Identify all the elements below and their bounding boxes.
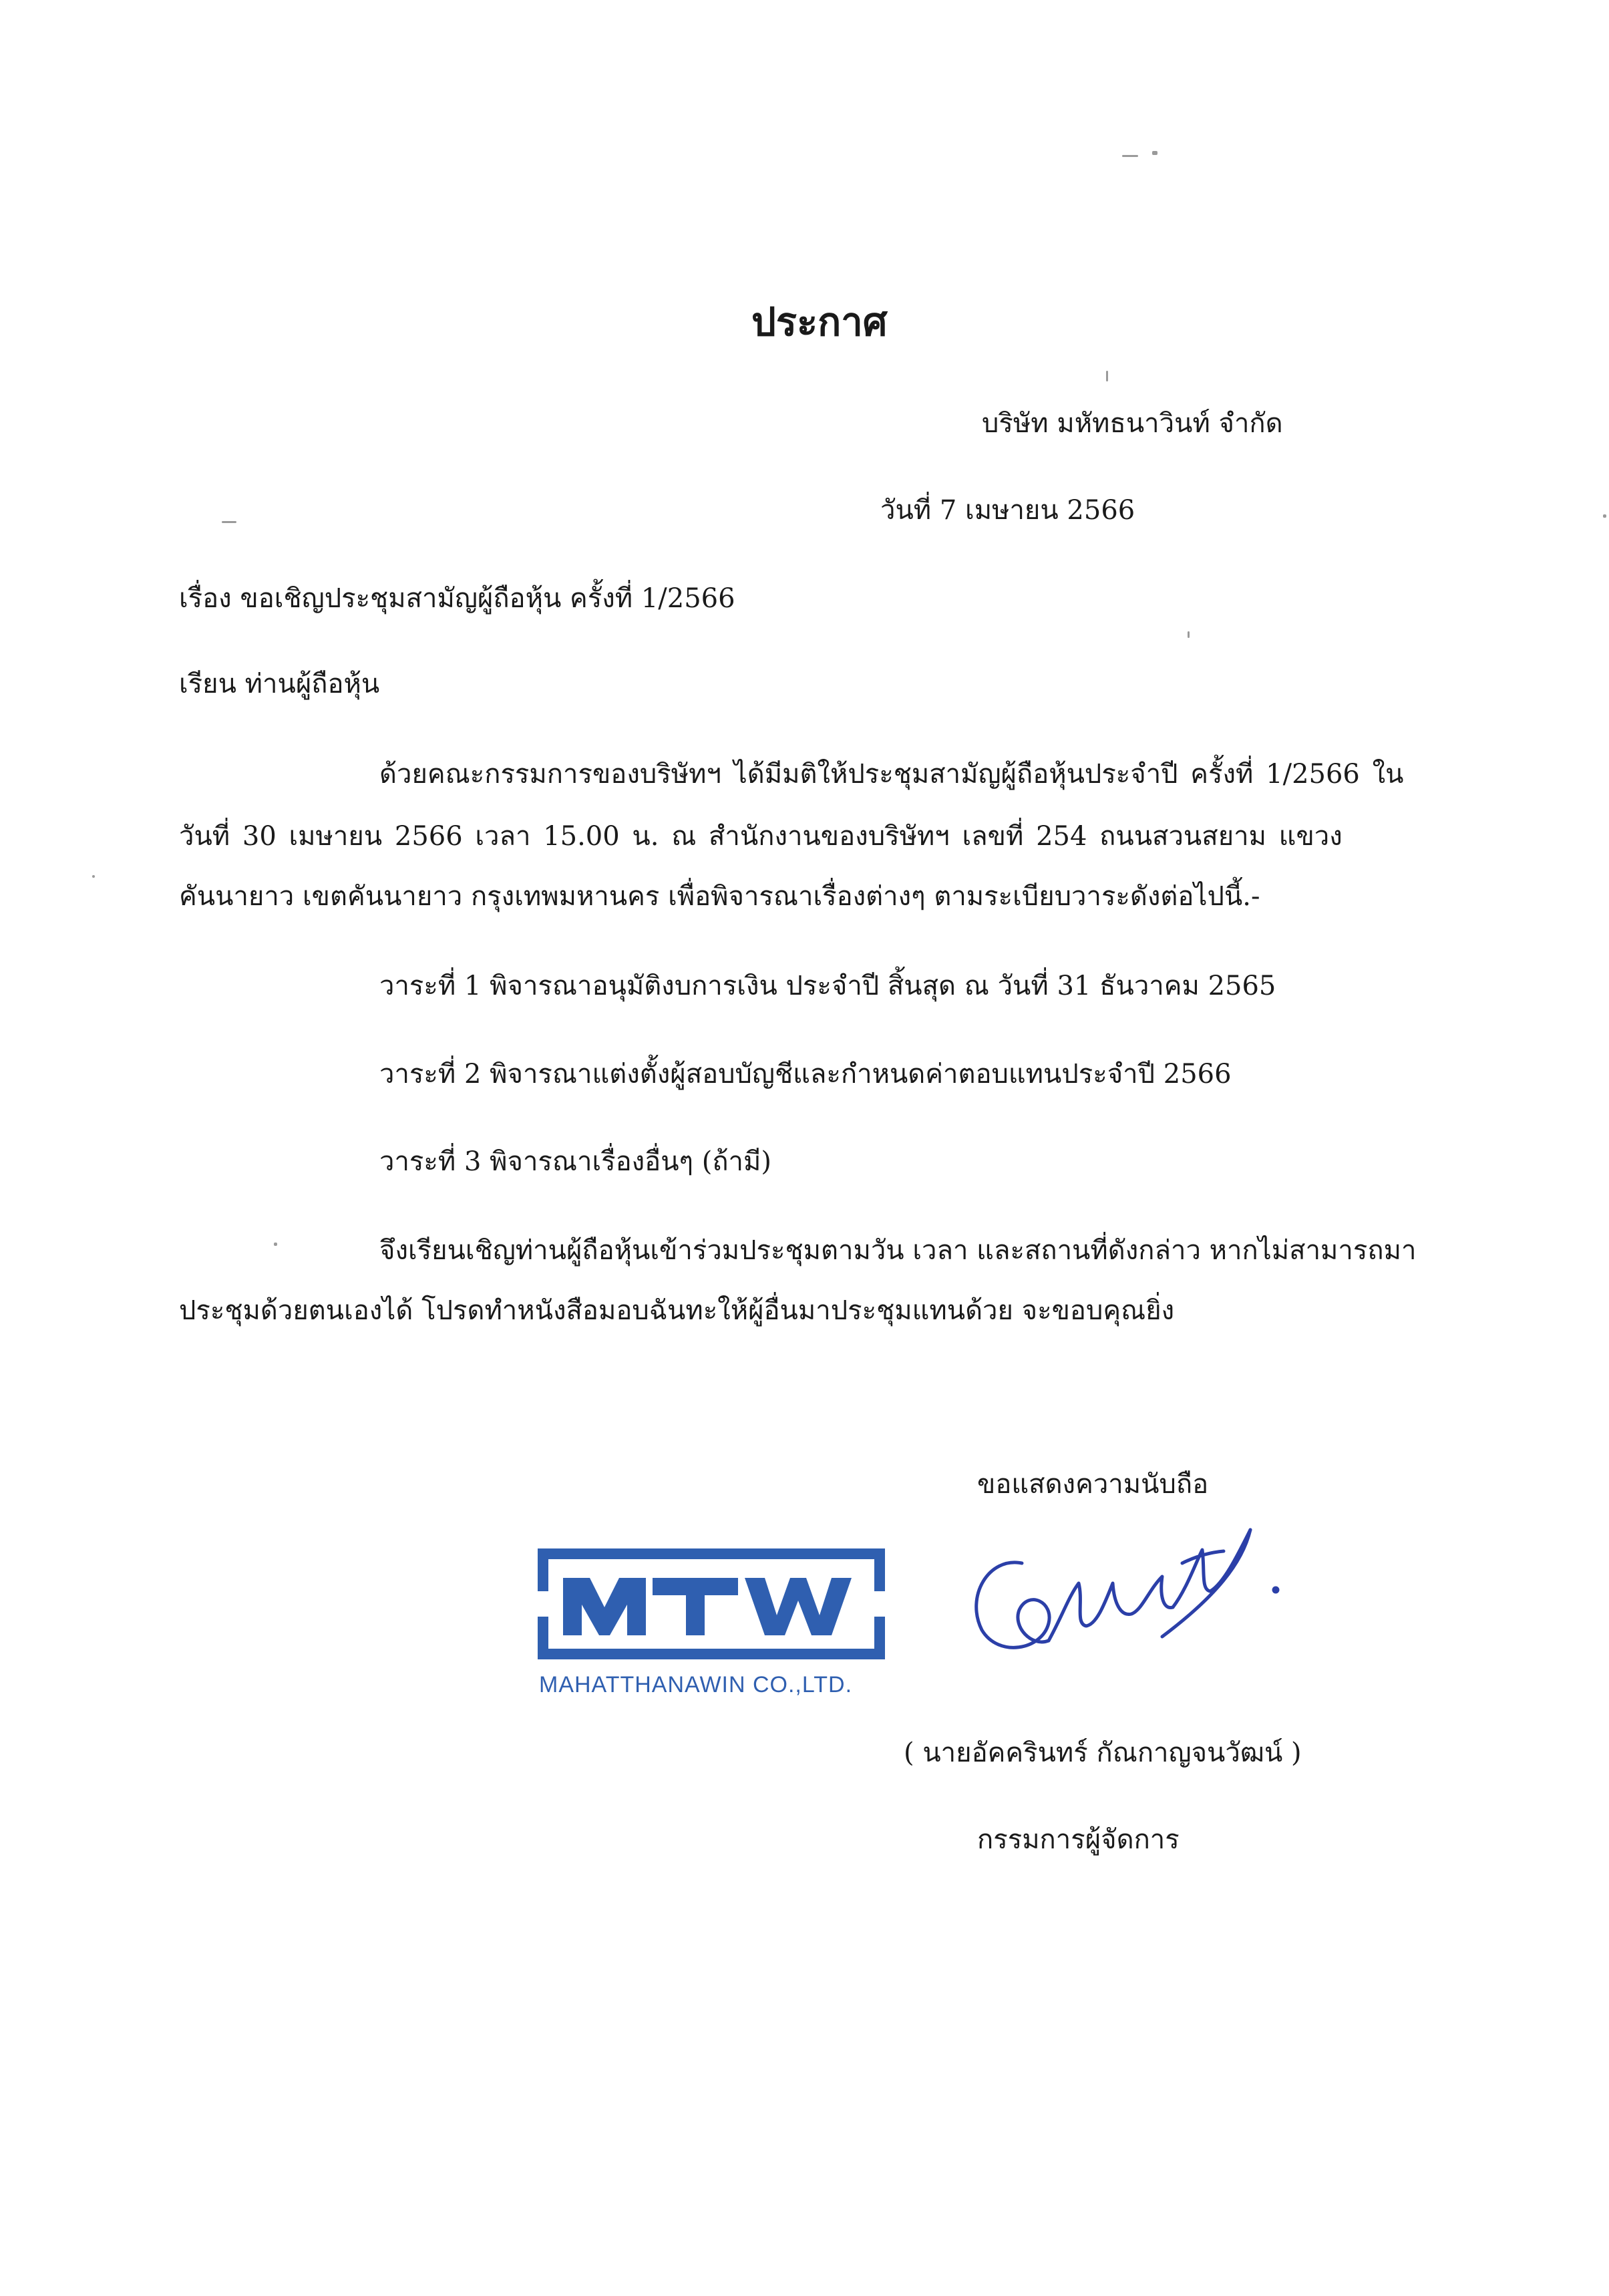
body-line-2: วันที่ 30 เมษายน 2566 เวลา 15.00 น. ณ สำนักงานของบริษัทฯ เลขที่ 254 ถนนสวนสยาม แขวง (179, 821, 1343, 852)
agenda-item-3: วาระที่ 3 พิจารณาเรื่องอื่นๆ (ถ้ามี) (379, 1146, 771, 1177)
scan-speck (1122, 155, 1138, 157)
signer-position: กรรมการผู้จัดการ (977, 1824, 1180, 1855)
company-logo (538, 1548, 885, 1702)
scan-speck (92, 875, 95, 878)
body-line-1: ด้วยคณะกรรมการของบริษัทฯ ได้มีมติให้ประชุมสามัญผู้ถือหุ้นประจำปี ครั้งที่ 1/2566 ใน (379, 759, 1404, 790)
subject-line: เรื่อง ขอเชิญประชุมสามัญผู้ถือหุ้น ครั้งที่ 1/2566 (179, 583, 735, 614)
body-line-3: คันนายาว เขตคันนายาว กรุงเทพมหานคร เพื่อพิจารณาเรื่องต่างๆ ตามระเบียบวาระดังต่อไปนี้.- (179, 881, 1260, 912)
logo-company-name: MAHATTHANAWIN CO.,LTD. (539, 1672, 853, 1697)
document-title: ประกาศ (751, 299, 888, 345)
salutation: เรียน ท่านผู้ถือหุ้น (179, 669, 380, 699)
scan-speck (222, 521, 236, 523)
handwritten-signature-icon (962, 1483, 1296, 1683)
closing-line-2: ประชุมด้วยตนเองได้ โปรดทำหนังสือมอบฉันทะให้ผู้อื่นมาประชุมแทนด้วย จะขอบคุณยิ่ง (179, 1295, 1175, 1326)
agenda-item-2: วาระที่ 2 พิจารณาแต่งตั้งผู้สอบบัญชีและกำหนดค่าตอบแทนประจำปี 2566 (379, 1059, 1232, 1090)
agenda-item-1: วาระที่ 1 พิจารณาอนุมัติงบการเงิน ประจำปี สิ้นสุด ณ วันที่ 31 ธันวาคม 2565 (379, 971, 1276, 1001)
scan-speck (1106, 371, 1108, 381)
scan-speck (1603, 514, 1606, 518)
closing-line-1: จึงเรียนเชิญท่านผู้ถือหุ้นเข้าร่วมประชุมตามวัน เวลา และสถานที่ดังกล่าว หากไม่สามารถมา (379, 1235, 1417, 1266)
document-date: วันที่ 7 เมษายน 2566 (880, 495, 1135, 526)
company-name: บริษัท มหัทธนาวินท์ จำกัด (982, 408, 1283, 439)
logo-mark-mtw (563, 1578, 852, 1635)
signer-name: ( นายอัคครินทร์ กัณกาญจนวัฒน์ ) (904, 1738, 1302, 1768)
scan-speck (1152, 151, 1157, 155)
scan-speck (274, 1243, 277, 1246)
scan-speck (1188, 631, 1190, 638)
regards-line: ขอแสดงความนับถือ (977, 1469, 1209, 1500)
